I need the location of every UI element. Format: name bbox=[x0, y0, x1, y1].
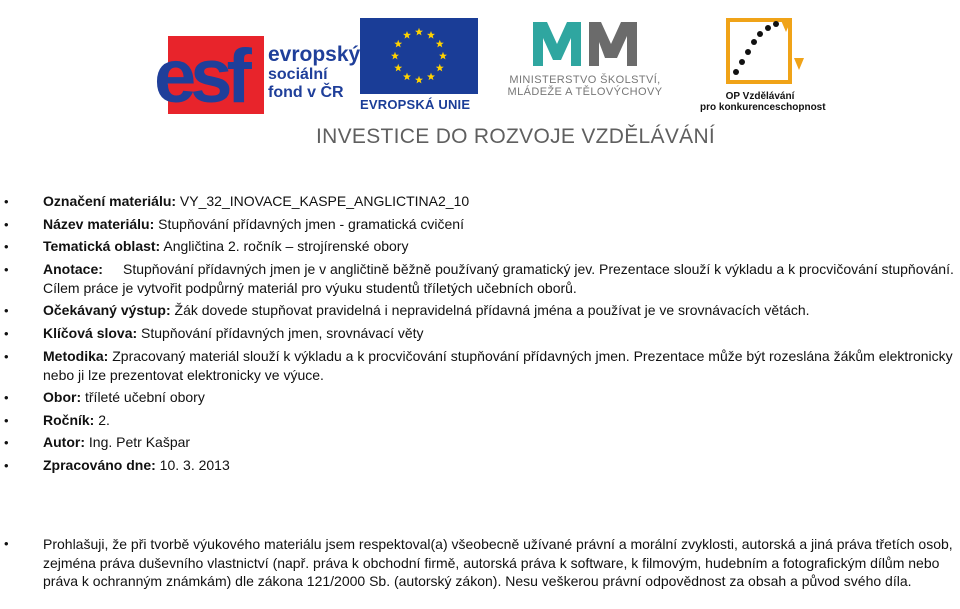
msmt-line2: MLÁDEŽE A TĚLOVÝCHOVY bbox=[507, 86, 663, 98]
list-item-obor bbox=[0, 388, 960, 407]
list-item-nazev bbox=[0, 215, 960, 234]
item-label: Autor: bbox=[43, 434, 85, 451]
item-value: tříleté učební obory bbox=[81, 389, 205, 406]
msmt-line1: MINISTERSTVO ŠKOLSTVÍ, bbox=[509, 74, 661, 86]
op-line2: pro konkurenceschopnost bbox=[700, 102, 826, 113]
list-item-autor bbox=[0, 433, 960, 452]
svg-text:esf: esf bbox=[154, 34, 246, 119]
item-value: Stupňování přídavných jmen je v angličtině běžně používaný gramatický jev. Prezentace slouží k výkladu a k procvičování stupňování. Cílem práce je vytvořit podpůrný materiál pro výuku studentů tříletých učebních oborů. bbox=[43, 260, 954, 296]
item-value: Stupňování přídavných jmen - gramatická cvičení bbox=[154, 215, 464, 232]
logo-banner bbox=[0, 0, 960, 160]
item-value: Angličtina 2. ročník – strojírenské obory bbox=[160, 238, 409, 255]
item-label: Klíčová slova: bbox=[43, 324, 138, 341]
item-label: Obor: bbox=[43, 389, 82, 406]
item-value: VY_32_INOVACE_KASPE_ANGLICTINA2_10 bbox=[176, 193, 470, 209]
item-label: Očekávaný výstup: bbox=[43, 302, 171, 319]
list-item-metodika bbox=[0, 347, 960, 385]
list-item-anotace bbox=[0, 260, 960, 298]
item-label: Anotace: bbox=[43, 260, 103, 277]
list-item-rocnik bbox=[0, 411, 960, 430]
item-value: 2. bbox=[94, 411, 110, 428]
list-item-ocekavany-vystup bbox=[0, 301, 960, 320]
op-mark-icon bbox=[710, 14, 810, 86]
declaration-list bbox=[0, 535, 960, 591]
item-value: Ing. Petr Kašpar bbox=[85, 434, 191, 451]
list-item-klicova-slova bbox=[0, 324, 960, 343]
item-label: Název materiálu: bbox=[43, 215, 155, 232]
list-item-oznaceni bbox=[0, 192, 960, 211]
declaration-text: • Prohlašuji, že při tvorbě výukového materiálu jsem respektoval(a) všeobecně užívané právní a morální zvyklosti, autorská a jiná práva třetích osob, zejména práva duševního vlastnictví (např. práva k obchodní firmě, autorská práva k software, k filmovým, hudebním a fotografickým dílům nebo práva k ochranným známkám) dle zákona 121/2000 Sb. (autorský zákon). Nesu veškerou právní odpovědnost za obsah a původ svého díla. bbox=[0, 535, 960, 591]
item-label: Ročník: bbox=[43, 411, 95, 428]
item-label: Označení materiálu: bbox=[43, 193, 177, 209]
investice-heading: INVESTICE DO ROZVOJE VZDĚLÁVÁNÍ bbox=[316, 125, 716, 148]
item-label: Metodika: bbox=[43, 347, 109, 364]
esf-mark-icon bbox=[150, 30, 270, 120]
material-info-list bbox=[0, 192, 960, 479]
item-value: Zpracovaný materiál slouží k výkladu a k procvičování stupňování přídavných jmen. Prezentace může být rozeslána žákům elektronicky nebo ji lze prezentovat elektronicky ve výuce. bbox=[43, 347, 953, 383]
item-value: Žák dovede stupňovat pravidelná i nepravidelná přídavná jména a používat je ve srovnávacích větách. bbox=[170, 302, 810, 319]
item-label: Tematická oblast: bbox=[43, 238, 161, 255]
list-item-tematicka-oblast bbox=[0, 237, 960, 256]
esf-logo bbox=[150, 30, 360, 120]
eu-logo bbox=[360, 18, 478, 113]
op-logo bbox=[700, 14, 826, 114]
esf-line3: fond v ČR bbox=[268, 84, 344, 101]
eu-flag-icon bbox=[360, 18, 478, 94]
esf-line2: sociální bbox=[268, 66, 328, 83]
item-label: Zpracováno dne: bbox=[43, 456, 156, 473]
msmt-logo bbox=[485, 14, 685, 114]
eu-label: EVROPSKÁ UNIE bbox=[360, 97, 471, 112]
esf-line1: evropský bbox=[268, 43, 361, 66]
op-line1: OP Vzdělávání bbox=[725, 91, 795, 102]
list-item-zpracovano bbox=[0, 456, 960, 475]
item-value: 10. 3. 2013 bbox=[155, 456, 230, 473]
item-value: Stupňování přídavných jmen, srovnávací věty bbox=[137, 324, 424, 341]
msmt-mark-icon bbox=[525, 14, 645, 74]
